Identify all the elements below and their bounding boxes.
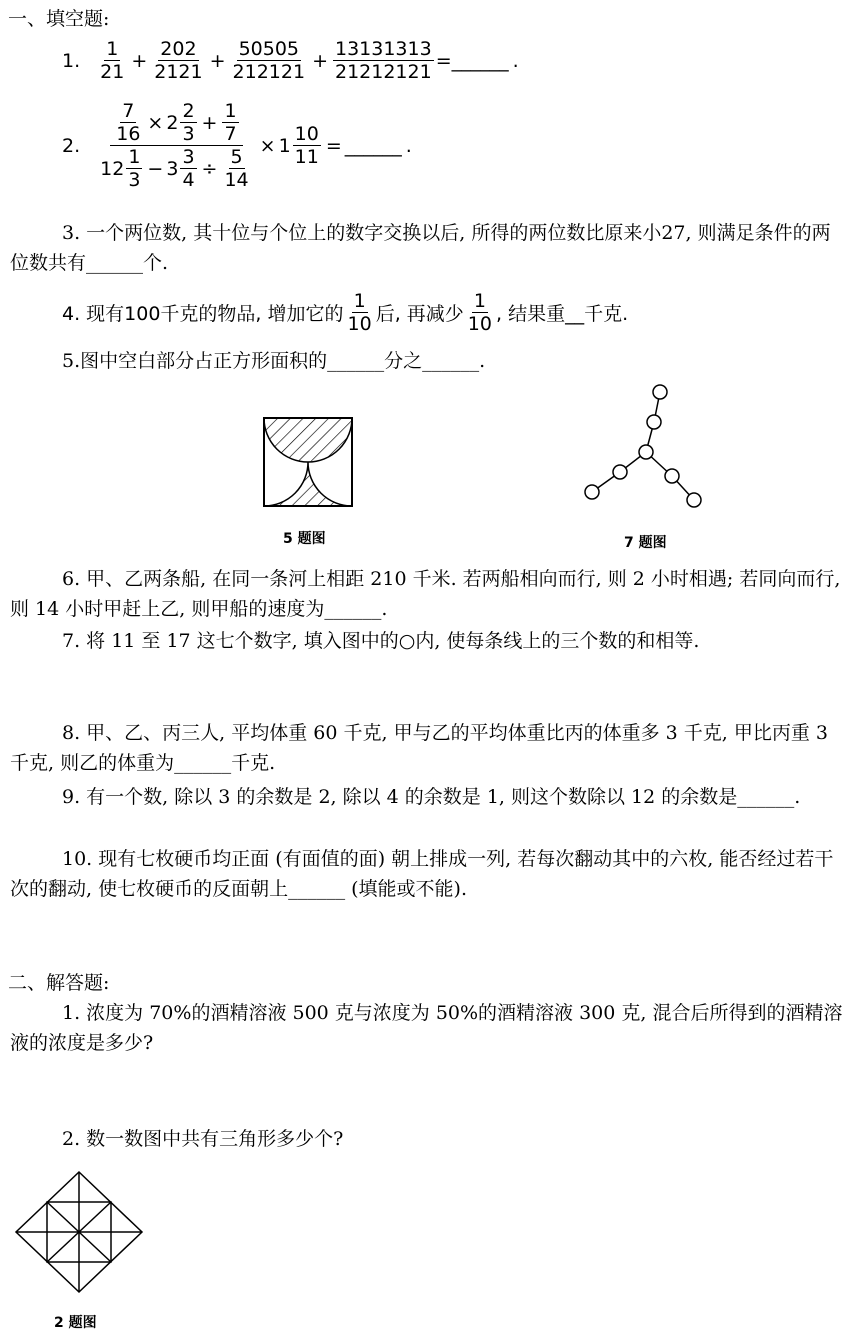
question-10: 10. 现有七枚硬币均正面 (有面值的面) 朝上排成一列, 若每次翻动其中的六枚, 能否经过若干次的翻动, 使七枚硬币的反面朝上______ (填能或不能). xyxy=(10,848,834,900)
fraction: $\frac{50505}{212121}$ xyxy=(232,38,306,83)
question-8: 8. 甲、乙、丙三人, 平均体重 60 千克, 甲与乙的平均体重比丙的体重多 3 千克, 甲比丙重 3 千克, 则乙的体重为______千克. xyxy=(10,722,828,774)
answer-blank: ______ xyxy=(451,49,509,72)
circle-node xyxy=(639,445,653,459)
circle-node xyxy=(687,493,701,507)
figure-5-caption: 5 题图 xyxy=(283,531,326,547)
circle-node xyxy=(647,415,661,429)
circle-node xyxy=(653,385,667,399)
circle-node xyxy=(665,469,679,483)
circle-node xyxy=(613,465,627,479)
question-6: 6. 甲、乙两条船, 在同一条河上相距 210 千米. 若两船相向而行, 则 2 小时相遇; 若同向而行, 则 14 小时甲赶上乙, 则甲船的速度为______. xyxy=(10,568,841,620)
section-title-answer: 二、解答题: xyxy=(8,972,110,994)
complex-fraction: $\frac{7}{16}$ × 2 $\frac{2}{3}$ + $\frac{1}{7}$ 12 $\frac{1}{3}$ − 3 $\frac{3}{4}$ ÷ $\frac{5}{14}$ xyxy=(100,100,249,191)
question-number: 1. xyxy=(62,49,81,72)
question-4: 4. 现有100千克的物品, 增加它的 $\frac{1}{10}$ 后, 再减少 $\frac{1}{10}$ , 结果重__千克. xyxy=(62,290,629,335)
answer-blank: ______ xyxy=(344,134,402,157)
section-title-fill-blank: 一、填空题: xyxy=(8,8,110,30)
problem-2: 2. 数一数图中共有三角形多少个? xyxy=(62,1128,344,1150)
fraction: $\frac{1}{21}$ xyxy=(100,38,125,83)
question-number: 2. xyxy=(62,134,81,157)
question-2: 2. $\frac{7}{16}$ × 2 $\frac{2}{3}$ + $\frac{1}{7}$ 12 $\frac{1}{3}$ − 3 $\frac{3}{4}$ ÷ $\frac{5}{14}$ × 1 $\frac{10}{11}$ = ______ . xyxy=(62,100,412,191)
fraction: $\frac{202}{2121}$ xyxy=(154,38,203,83)
figure-7-caption: 7 题图 xyxy=(624,535,667,551)
fraction: $\frac{13131313}{21212121}$ xyxy=(334,38,432,83)
question-9: 9. 有一个数, 除以 3 的余数是 2, 除以 4 的余数是 1, 则这个数除以 12 的余数是______. xyxy=(62,786,801,808)
question-5: 5.图中空白部分占正方形面积的______分之______. xyxy=(62,350,486,372)
figure-2-diamond xyxy=(14,1170,144,1294)
figure-7-tree xyxy=(580,378,706,518)
circle-node xyxy=(585,485,599,499)
question-3: 3. 一个两位数, 其十位与个位上的数字交换以后, 所得的两位数比原来小27, 则满足条件的两位数共有______个. xyxy=(10,222,831,274)
question-7: 7. 将 11 至 17 这七个数字, 填入图中的○内, 使每条线上的三个数的和相等. xyxy=(62,630,700,652)
figure-2-caption: 2 题图 xyxy=(54,1315,97,1331)
problem-1: 1. 浓度为 70%的酒精溶液 500 克与浓度为 50%的酒精溶液 300 克, 混合后所得到的酒精溶液的浓度是多少? xyxy=(10,1002,843,1054)
figure-5-square xyxy=(258,412,358,512)
question-1: 1. $\frac{1}{21}$ + $\frac{202}{2121}$ + $\frac{50505}{212121}$ + $\frac{13131313}{21212121}$ = ______ . xyxy=(62,38,519,83)
